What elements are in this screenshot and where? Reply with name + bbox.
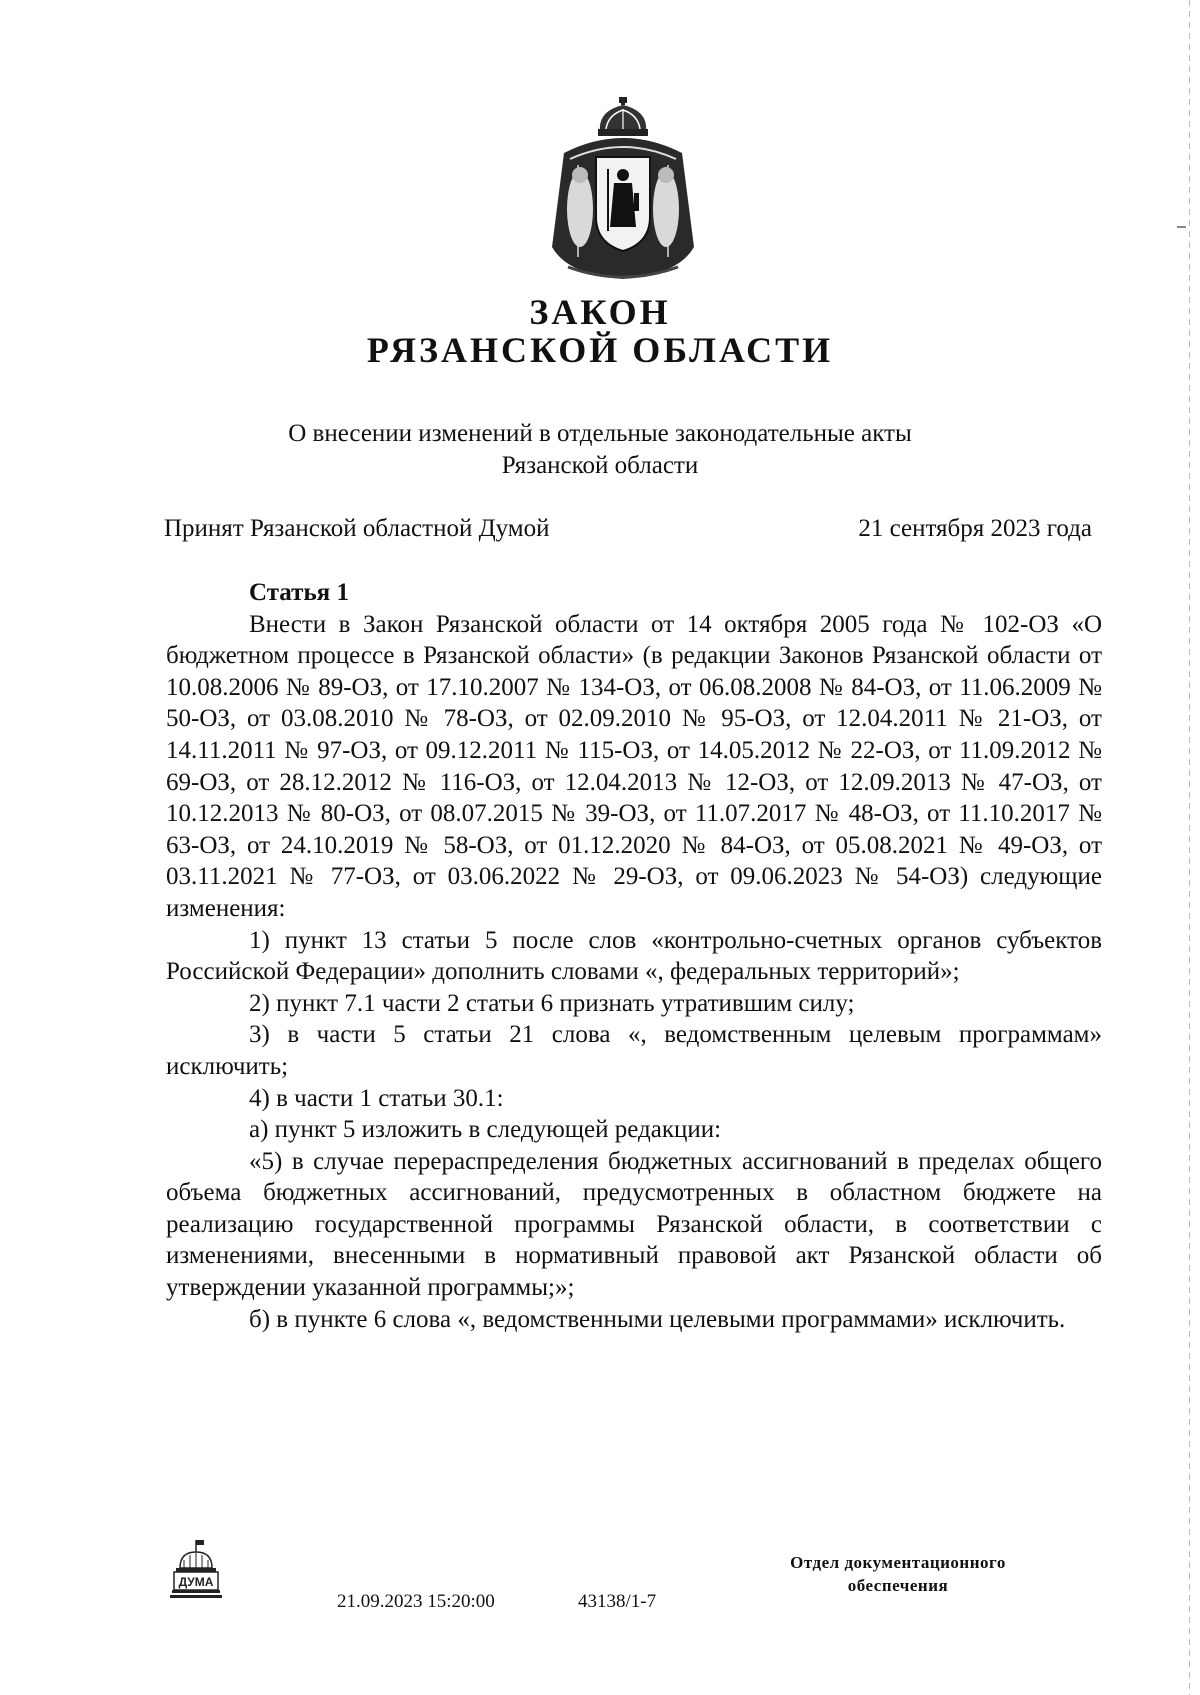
law-subtitle-line-1: О внесении изменений в отдельные законодательные акты bbox=[288, 420, 912, 447]
article-paragraph-item-4a: а) пункт 5 изложить в следующей редакции: bbox=[249, 1116, 722, 1144]
stamp-line-2: обеспечения bbox=[847, 1576, 949, 1595]
law-body bbox=[166, 577, 1102, 1335]
adoption-date: 21 сентября 2023 года bbox=[858, 515, 1092, 542]
adopting-body: Принят Рязанской областной Думой bbox=[164, 515, 550, 542]
law-title-line-2: РЯЗАНСКОЙ ОБЛАСТИ bbox=[366, 330, 834, 370]
article-paragraph-item-4: 4) в части 1 статьи 30.1: bbox=[249, 1084, 504, 1112]
registration-timestamp: 21.09.2023 15:20:00 bbox=[337, 1591, 495, 1612]
duma-logo-text: ДУМА bbox=[178, 1575, 214, 1589]
adoption-line bbox=[164, 513, 1092, 545]
registration-number: 43138/1-7 bbox=[578, 1591, 657, 1612]
stamp-line-1: Отдел документационного bbox=[790, 1553, 1006, 1572]
article-heading: Статья 1 bbox=[249, 579, 349, 606]
article-paragraph-item-4a-text: «5) в случае перераспределения бюджетных ассигнований в пределах общего объема бюджетных ассигнований, предусмотренных в областном бюджете на реализацию государственной программы Рязанской области, в соответствии с изменениями, внесенными в нормативный правовой акт Рязанской области об утверждении указанной программы;»; bbox=[166, 1147, 1102, 1302]
duma-logo-icon bbox=[170, 1538, 222, 1602]
law-title-line-1: ЗАКОН bbox=[529, 292, 671, 332]
article-paragraph-item-2: 2) пункт 7.1 части 2 статьи 6 признать утратившим силу; bbox=[249, 989, 855, 1017]
article-paragraph-item-3: 3) в части 5 статьи 21 слова «, ведомственным целевым программам» исключить; bbox=[166, 1021, 1102, 1080]
article-paragraph-item-4b: б) в пункте 6 слова «, ведомственными целевыми программами» исключить. bbox=[249, 1305, 1066, 1333]
scan-edge-mark bbox=[1177, 226, 1186, 228]
coat-of-arms-icon bbox=[548, 97, 698, 283]
article-paragraph-intro: Внести в Закон Рязанской области от 14 октября 2005 года № 102-ОЗ «О бюджетном процессе в Рязанской области» (в редакции Законов Рязанской области от 10.08.2006 № 89-ОЗ, от 17.10.2007 № 134-ОЗ, от 06.08.2008 № 84-ОЗ, от 11.06.2009 № 50-ОЗ, от 03.08.2010 № 78-ОЗ, от 02.09.2010 № 95-ОЗ, от 12.04.2011 № 21-ОЗ, от 14.11.2011 № 97-ОЗ, от 09.12.2011 № 115-ОЗ, от 14.05.2012 № 22-ОЗ, от 11.09.2012 № 69-ОЗ, от 28.12.2012 № 116-ОЗ, от 12.04.2013 № 12-ОЗ, от 12.09.2013 № 47-ОЗ, от 10.12.2013 № 80-ОЗ, от 08.07.2015 № 39-ОЗ, от 11.07.2017 № 48-ОЗ, от 11.10.2017 № 63-ОЗ, от 24.10.2019 № 58-ОЗ, от 01.12.2020 № 84-ОЗ, от 05.08.2021 № 49-ОЗ, от 03.11.2021 № 77-ОЗ, от 03.06.2022 № 29-ОЗ, от 09.06.2023 № 54-ОЗ) следующие изменения: bbox=[166, 610, 1102, 922]
department-stamp bbox=[748, 1551, 1048, 1597]
article-paragraph-item-1: 1) пункт 13 статьи 5 после слов «контрольно-счетных органов субъектов Российской Федерации» дополнить словами «, федеральных территорий»; bbox=[166, 926, 1102, 986]
scan-edge-line bbox=[1189, 0, 1190, 1695]
law-subtitle-line-2: Рязанской области bbox=[501, 452, 699, 479]
